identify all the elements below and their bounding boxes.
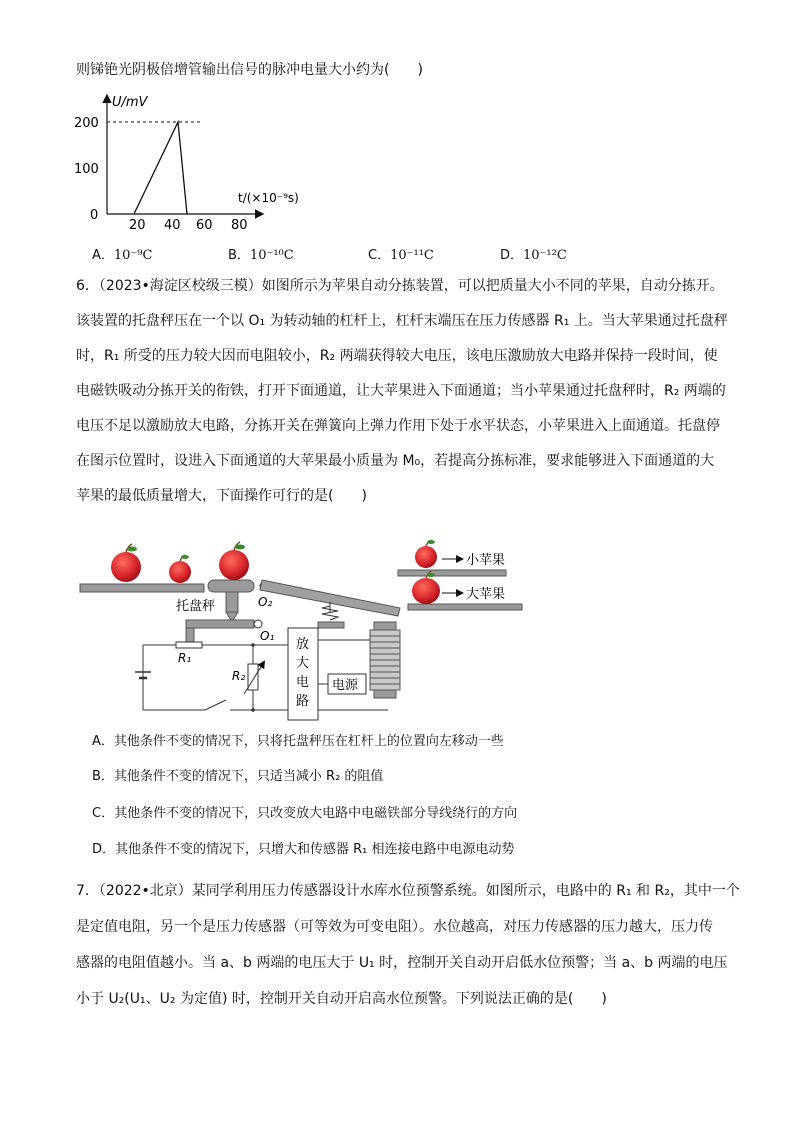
apple-sorter-diagram [0,538,794,728]
q6-option-d: D．其他条件不变的情况下，只增大和传感器 R₁ 相连接电路中电源电动势 [92,842,515,857]
svg-text:放: 放 [296,637,310,652]
big-apple-label: 大苹果 [466,587,506,602]
x-axis-label: t/(×10⁻⁹s) [238,191,299,205]
q6-line-2: 该装置的托盘秤压在一个以 O₁ 为转动轴的杠杆上，杠杆末端压在压力传感器 R₁ 上。当大苹果通过托盘秤 [76,313,728,329]
o2-label: O₂ [258,595,273,609]
r2-label: R₂ [232,669,246,683]
q7-line-2: 是定值电阻，另一个是压力传感器（可等效为可变电阻）。水位越高，对压力传感器的压力越大，压力传 [76,919,713,935]
r1-sensor [176,642,202,648]
q5-stem: 则锑铯光阴极倍增管输出信号的脉冲电量大小约为( ) [76,62,423,78]
q6-line-5: 电压不足以激励放大电路，分拣开关在弹簧向上弹力作用下处于水平状态，小苹果进入上面通道。托盘停 [76,418,720,434]
y-tick-200: 200 [74,116,99,131]
q6-line-7: 苹果的最低质量增大，下面操作可行的是( ) [76,488,367,504]
q7-line-3: 感器的电阻值越小。当 a、b 两端的电压大于 U₁ 时，控制开关自动开启低水位预警；当 a、b 两端的电压 [76,955,728,971]
q5-option-d: D．10⁻¹²C [500,248,567,263]
o1-label: O₁ [260,629,275,643]
q7-line-1: 7．（2022•北京）某同学利用压力传感器设计水库水位预警系统。如图所示，电路中的 R₁ 和 R₂，其中一个 [76,883,740,899]
q6-line-3: 时，R₁ 所受的压力较大因而电阻较小，R₂ 两端获得较大电压，该电压激励放大电路并保持一段时间，使 [76,348,718,364]
x-tick-20: 20 [129,218,146,233]
y-tick-100: 100 [74,162,99,177]
svg-text:大: 大 [296,656,310,671]
tray-label: 托盘秤 [176,599,216,614]
apple-icon [415,540,437,568]
small-apple-label: 小苹果 [466,553,506,568]
apple-icon [169,555,191,583]
x-tick-40: 40 [164,218,181,233]
y-tick-0: 0 [90,208,99,223]
q5-option-c: C．10⁻¹¹C [368,248,434,263]
r1-label: R₁ [178,651,192,665]
q6-line-4: 电磁铁吸动分拣开关的衔铁，打开下面通道，让大苹果进入下面通道；当小苹果通过托盘秤时，R₂ 两端的 [76,383,726,399]
q6-line-6: 在图示位置时，设进入下面通道的大苹果最小质量为 M₀，若提高分拣标准，要求能够进入下面通道的大 [76,453,715,469]
power-label: 电源 [332,678,359,693]
svg-text:电: 电 [296,675,310,690]
svg-text:路: 路 [296,694,310,709]
q6-option-c: C．其他条件不变的情况下，只改变放大电路中电磁铁部分导线绕行的方向 [92,806,518,821]
q6-line-1: 6．（2023•海淀区校级三模）如图所示为苹果自动分拣装置，可以把质量大小不同的苹果，自动分拣开。 [76,278,724,294]
q5-option-a: A．10⁻⁹C [92,248,153,263]
pulse-curve [134,122,187,214]
apple-icon [111,544,141,582]
q6-option-b: B．其他条件不变的情况下，只适当减小 R₂ 的阻值 [92,769,384,784]
x-tick-80: 80 [231,218,248,233]
x-tick-60: 60 [196,218,213,233]
q7-line-4: 小于 U₂(U₁、U₂ 为定值) 时，控制开关自动开启高水位预警。下列说法正确的是( ) [76,991,607,1007]
q5-option-b: B．10⁻¹⁰C [228,248,294,263]
q6-option-a: A．其他条件不变的情况下，只将托盘秤压在杠杆上的位置向左移动一些 [92,734,504,749]
y-axis-label: U/mV [112,95,148,110]
apple-icon [219,542,249,580]
